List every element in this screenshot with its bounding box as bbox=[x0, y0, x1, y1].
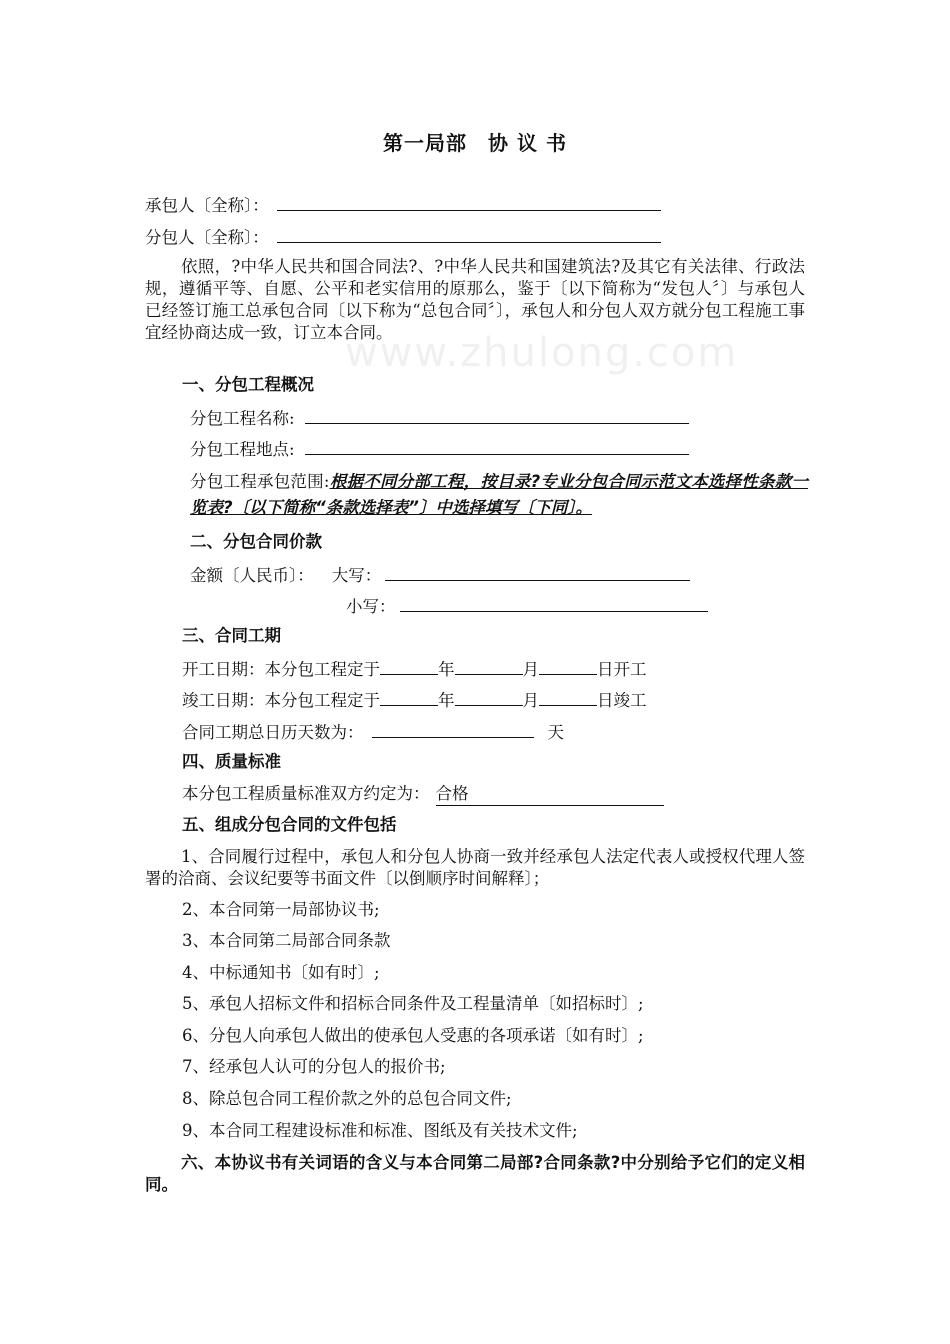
total-days-label: 合同工期总日历天数为： bbox=[182, 723, 364, 742]
contractor-label: 承包人〔全称〕： bbox=[145, 196, 269, 215]
start-year-blank[interactable] bbox=[380, 657, 438, 675]
start-date-row bbox=[182, 657, 647, 681]
section2-heading: 二、分包合同价款 bbox=[190, 532, 322, 551]
project-scope-label: 分包工程承包范围: bbox=[190, 472, 330, 491]
amount-upper-blank[interactable] bbox=[385, 563, 690, 581]
amount-label: 金额〔人民币〕： bbox=[190, 566, 314, 585]
end-date-row bbox=[182, 688, 647, 712]
document-item-4: 4、中标通知书〔如有时〕; bbox=[182, 963, 380, 982]
amount-lower-row bbox=[346, 594, 708, 618]
project-location-row bbox=[190, 437, 689, 461]
project-location-blank[interactable] bbox=[305, 437, 689, 455]
end-year-unit: 年 bbox=[438, 691, 455, 710]
document-item-7: 7、经承包人认可的分包人的报价书; bbox=[182, 1057, 446, 1076]
contractor-row bbox=[145, 193, 661, 217]
days-unit: 天 bbox=[547, 723, 564, 742]
end-month-blank[interactable] bbox=[455, 688, 523, 706]
subcontractor-blank[interactable] bbox=[277, 225, 661, 243]
amount-upper-row bbox=[190, 563, 690, 587]
project-name-row bbox=[190, 406, 689, 430]
project-name-label: 分包工程名称: bbox=[190, 409, 295, 428]
section3-heading: 三、合同工期 bbox=[182, 626, 281, 645]
end-date-label: 竣工日期：本分包工程定于 bbox=[182, 691, 380, 710]
subcontractor-label: 分包人〔全称〕： bbox=[145, 228, 269, 247]
start-date-label: 开工日期：本分包工程定于 bbox=[182, 660, 380, 679]
document-item-1: 1、合同履行过程中，承包人和分包人协商一致并经承包人法定代表人或授权代理人签署的洽商、会议纪要等书面文件〔以倒顺序时间解释〕； bbox=[145, 847, 805, 888]
document-item-6: 6、分包人向承包人做出的使承包人受惠的各项承诺〔如有时〕; bbox=[182, 1026, 644, 1045]
watermark: www.zhulong.com bbox=[345, 330, 739, 376]
document-item-2: 2、本合同第一局部协议书; bbox=[182, 900, 380, 919]
project-location-label: 分包工程地点: bbox=[190, 440, 295, 459]
section1-heading: 一、分包工程概况 bbox=[182, 375, 314, 394]
document-item-3: 3、本合同第二局部合同条款 bbox=[182, 931, 391, 950]
start-date-suffix: 日开工 bbox=[597, 660, 647, 679]
end-month-unit: 月 bbox=[522, 691, 539, 710]
page-title: 第一局部 协 议 书 bbox=[383, 131, 567, 155]
amount-lower-label: 小写： bbox=[346, 597, 396, 616]
total-days-blank[interactable] bbox=[372, 720, 534, 738]
amount-lower-blank[interactable] bbox=[400, 594, 708, 612]
preamble-paragraph: 依照，?中华人民共和国合同法?、?中华人民共和国建筑法?及其它有关法律、行政法规，遵循平等、自愿、公平和老实信用的原那么，鉴于〔以下简称为“发包人〞〕与承包人已经签订施工总承包合同〔以下称为“总包合同〞〕，承包人和分包人双方就分包工程施工事宜经协商达成一致，订立本合同。 bbox=[145, 257, 805, 342]
quality-value: 合格 bbox=[436, 783, 664, 806]
total-days-row bbox=[182, 720, 564, 744]
document-item-9: 9、本合同工程建设标准和标准、图纸及有关技术文件; bbox=[182, 1121, 578, 1140]
end-year-blank[interactable] bbox=[380, 688, 438, 706]
end-date-suffix: 日竣工 bbox=[597, 691, 647, 710]
start-month-blank[interactable] bbox=[455, 657, 523, 675]
amount-upper-label: 大写： bbox=[331, 566, 382, 585]
document-item-8: 8、除总包合同工程价款之外的总包合同文件; bbox=[182, 1089, 512, 1108]
section4-heading: 四、质量标准 bbox=[182, 752, 281, 771]
subcontractor-row bbox=[145, 225, 661, 249]
document-item-5: 5、承包人招标文件和招标合同条件及工程量清单〔如招标时〕; bbox=[182, 994, 644, 1013]
section5-heading: 五、组成分包合同的文件包括 bbox=[182, 815, 397, 834]
start-day-blank[interactable] bbox=[539, 657, 597, 675]
project-name-blank[interactable] bbox=[305, 406, 689, 424]
quality-row bbox=[182, 783, 664, 806]
start-year-unit: 年 bbox=[438, 660, 455, 679]
start-month-unit: 月 bbox=[522, 660, 539, 679]
end-day-blank[interactable] bbox=[539, 688, 597, 706]
section6-heading: 六、本协议书有关词语的含义与本合同第二局部?合同条款?中分别给予它们的定义相同。 bbox=[145, 1153, 805, 1194]
quality-label: 本分包工程质量标准双方约定为： bbox=[182, 784, 430, 803]
project-scope-text: 根据不同分部工程，按目录?专业分包合同示范文本选择性条款一览表?〔以下简称“条款选择表”〕中选择填写〔下同〕。 bbox=[190, 472, 808, 517]
contractor-blank[interactable] bbox=[277, 193, 661, 211]
project-scope-row bbox=[190, 469, 808, 521]
